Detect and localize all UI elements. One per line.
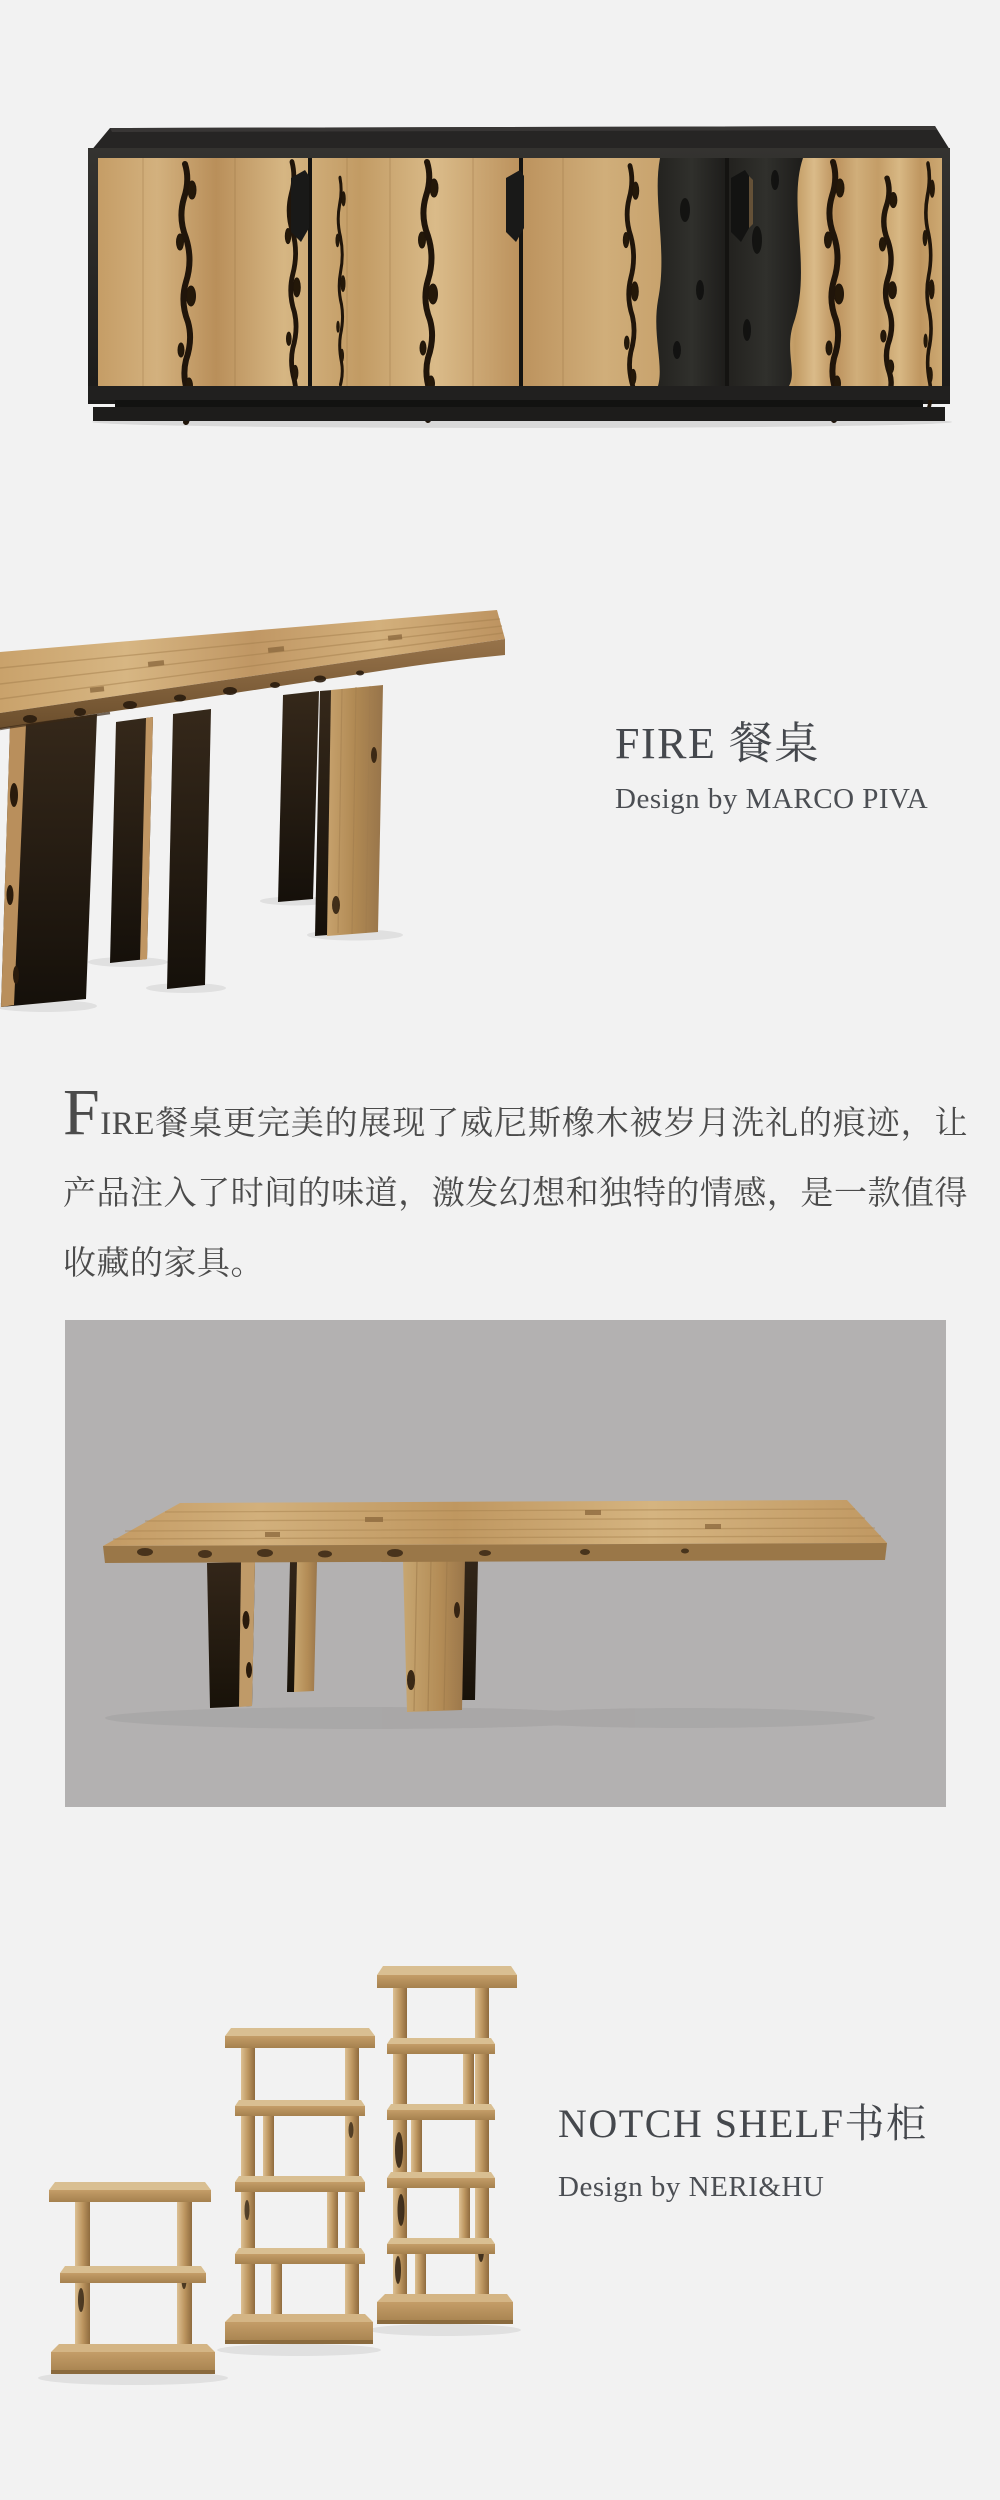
fire-table-designer: Design by MARCO PIVA xyxy=(615,783,929,815)
description-drop-cap: F xyxy=(63,1076,101,1149)
notch-shelf-caption xyxy=(558,2100,928,2205)
fire-table-photo xyxy=(0,595,600,1015)
fire-table-title: FIRE 餐桌 xyxy=(615,719,820,768)
gray-photo-panel xyxy=(65,1320,946,1807)
notch-shelf-title: NOTCH SHELF书柜 xyxy=(558,2101,928,2146)
notch-shelf-designer: Design by NERI&HU xyxy=(558,2171,825,2203)
description-text: IRE餐桌更完美的展现了威尼斯橡木被岁月洗礼的痕迹，让产品注入了时间的味道，激发幻想和独特的情感，是一款值得收藏的家具。 xyxy=(63,1106,968,1282)
sideboard-photo xyxy=(85,120,960,430)
fire-table-description xyxy=(63,1076,968,1299)
fire-table-front-photo xyxy=(65,1320,946,1807)
fire-table-caption xyxy=(615,718,928,817)
notch-shelf-photo xyxy=(35,1950,550,2480)
